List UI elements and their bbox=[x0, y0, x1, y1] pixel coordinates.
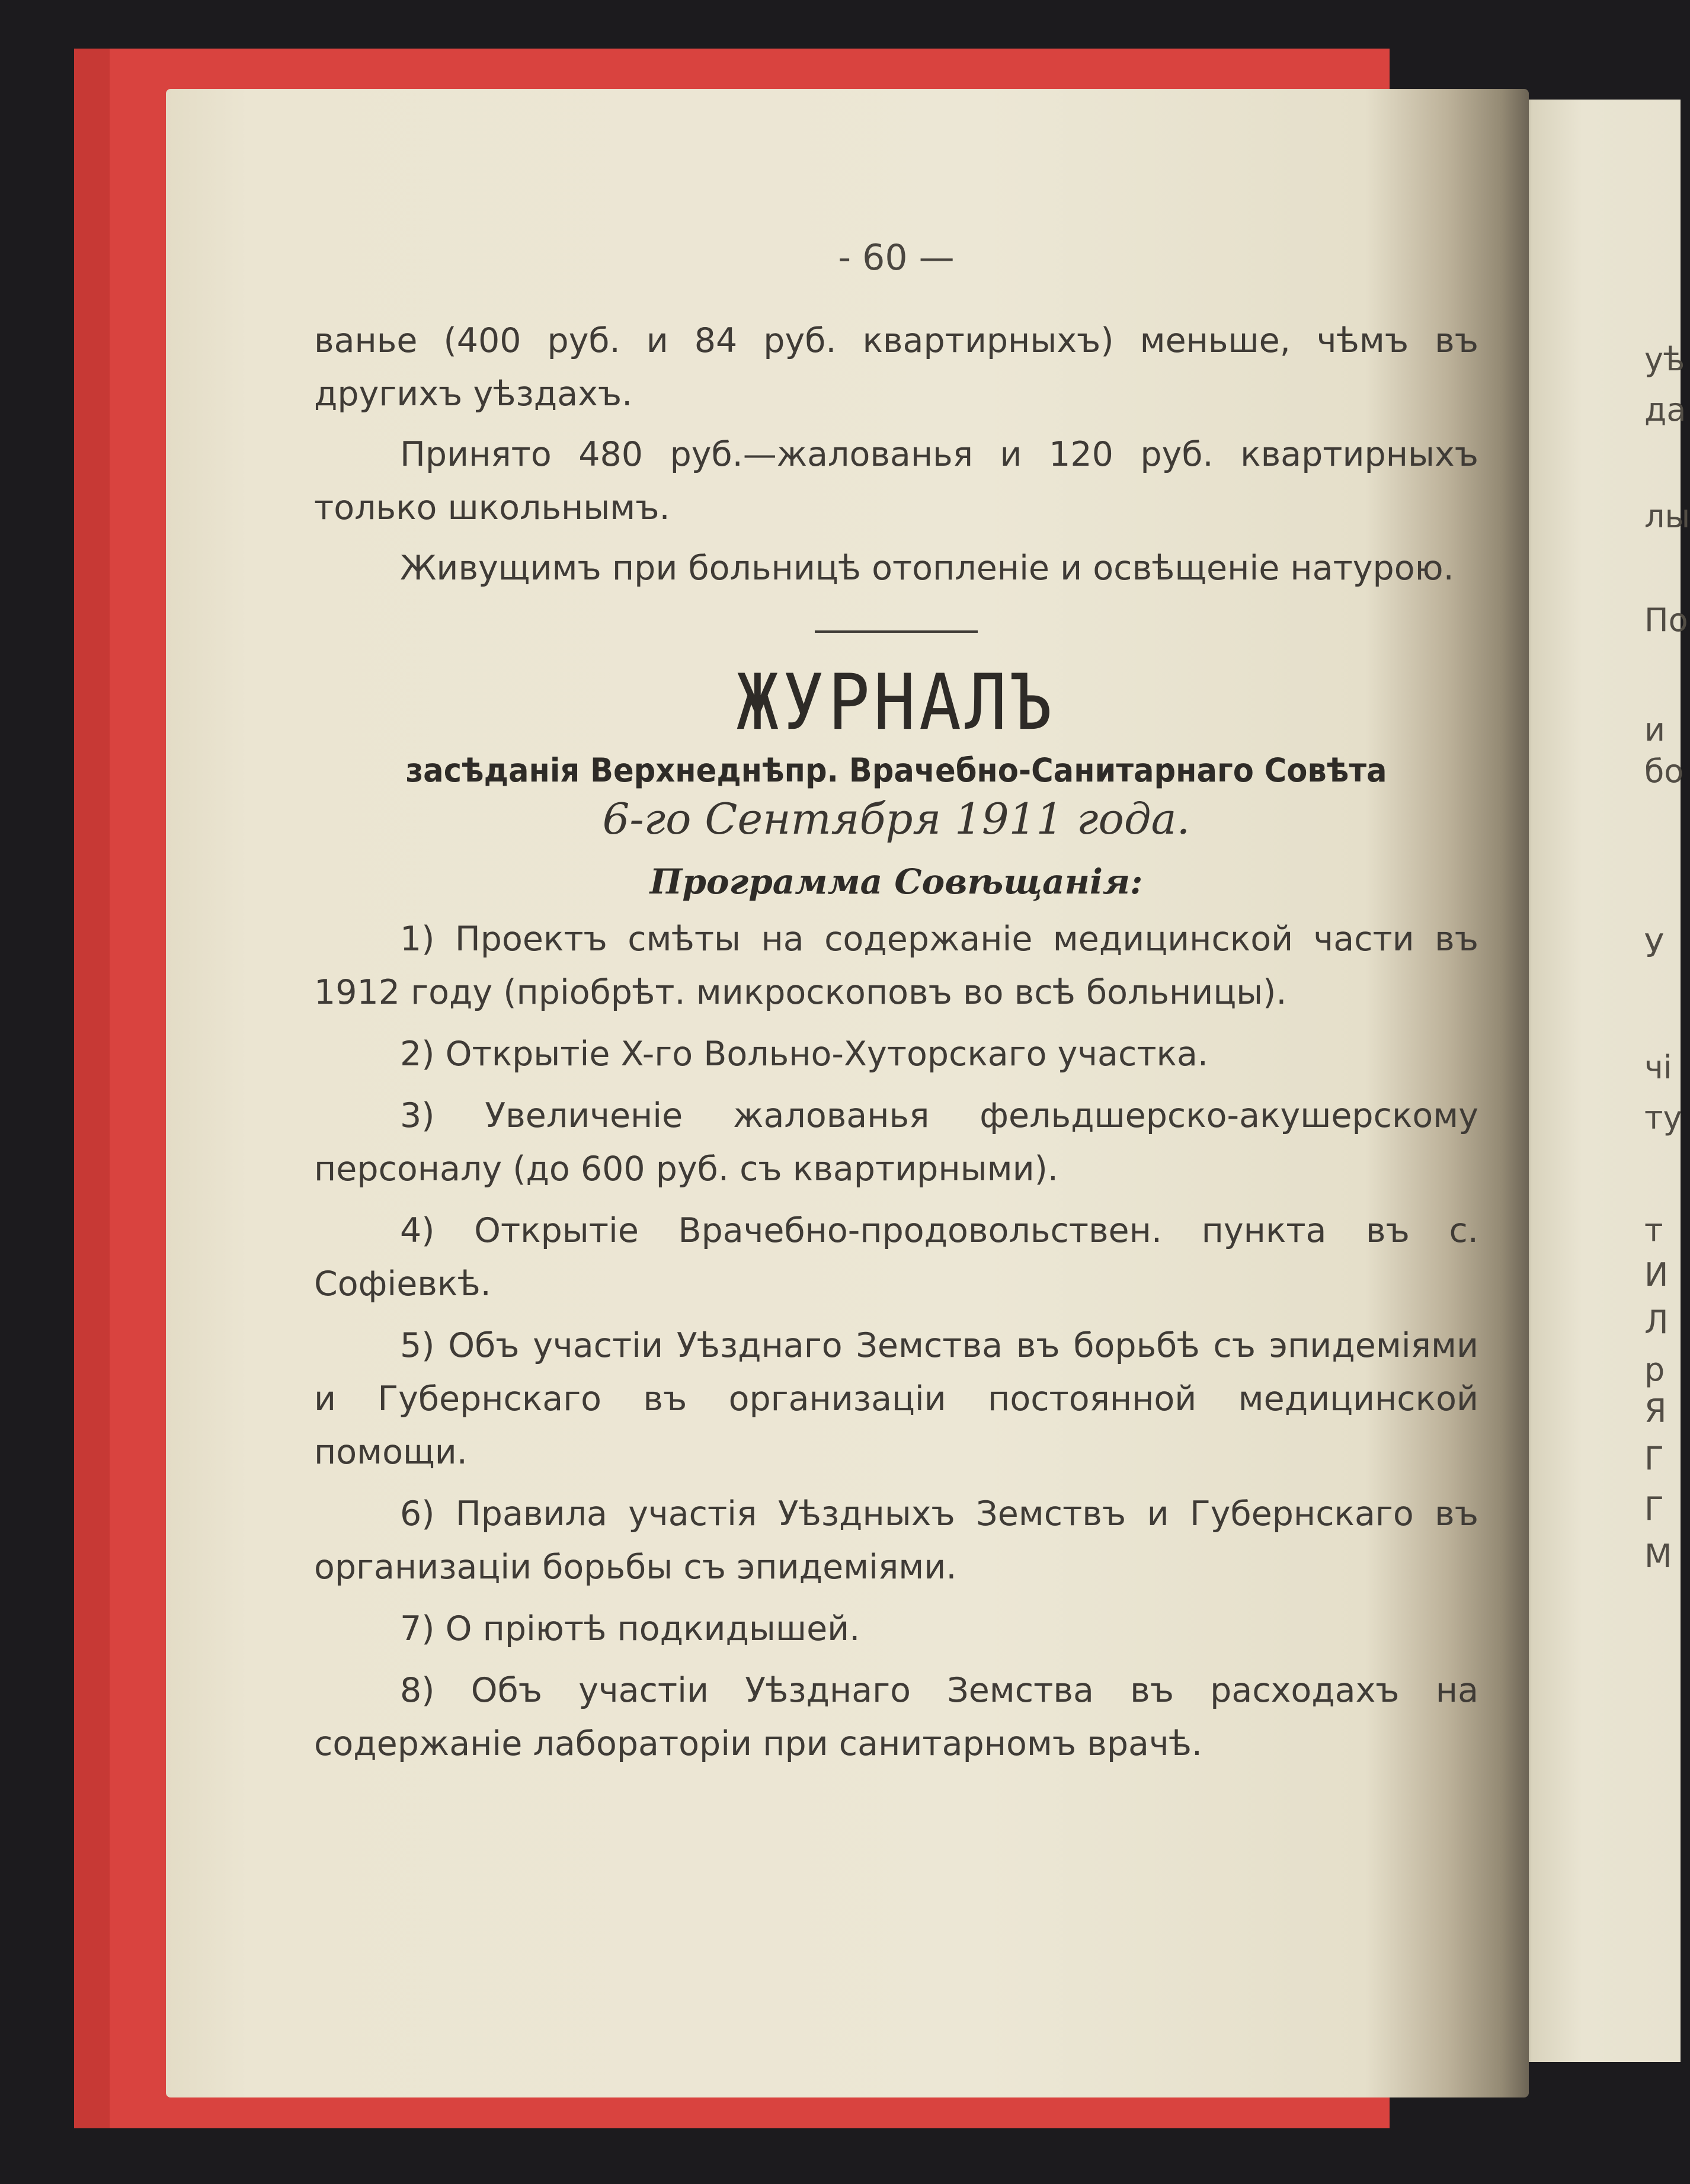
agenda-item: 6) Правила участія Уѣздныхъ Земствъ и Губернскаго въ организаціи борьбы съ эпидеміями. bbox=[314, 1494, 1478, 1587]
next-page-fragment: Я bbox=[1644, 1392, 1667, 1430]
agenda-item: 7) О пріютѣ подкидышей. bbox=[400, 1609, 860, 1648]
page-content bbox=[314, 237, 1478, 1779]
agenda-item: 4) Открытіе Врачебно-продовольствен. пункта въ с. Софіевкѣ. bbox=[314, 1211, 1478, 1304]
section-divider bbox=[815, 630, 978, 633]
meeting-date: 6-го Сентября 1911 года. bbox=[602, 794, 1190, 844]
next-page-fragment: По bbox=[1644, 601, 1688, 639]
agenda-item: 3) Увеличеніе жалованья фельдшерско-акушерскому персоналу (до 600 руб. съ квартирными). bbox=[314, 1096, 1478, 1189]
paragraph: Живущимъ при больницѣ отопленіе и освѣщеніе натурою. bbox=[400, 549, 1454, 588]
page-number: - 60 — bbox=[838, 237, 955, 278]
next-page-fragment: уѣ bbox=[1644, 341, 1685, 378]
agenda-item: 2) Открытіе X-го Вольно-Хуторскаго участка. bbox=[400, 1035, 1208, 1074]
next-page-fragment: Г bbox=[1644, 1440, 1664, 1477]
next-page-fragment: М bbox=[1644, 1538, 1672, 1575]
next-page-fragment: да bbox=[1644, 391, 1686, 428]
next-page-fragment: Л bbox=[1644, 1304, 1669, 1341]
next-page-fragment: И bbox=[1644, 1256, 1669, 1293]
next-page-fragment: р bbox=[1644, 1351, 1665, 1388]
agenda-item: 1) Проектъ смѣты на содержаніе медицинской части въ 1912 году (пріобрѣт. микроскоповъ во всѣ больницы). bbox=[314, 920, 1478, 1012]
journal-title: ЖУРНАЛЪ bbox=[736, 657, 1057, 747]
next-page-fragment: У bbox=[1644, 927, 1664, 965]
agenda-item: 8) Объ участіи Уѣзднаго Земства въ расходахъ на содержаніе лабораторіи при санитарномъ врачѣ. bbox=[314, 1671, 1478, 1763]
next-page-fragment: чі bbox=[1644, 1049, 1672, 1086]
next-page-fragment: лы bbox=[1644, 498, 1690, 535]
program-heading: Программа Совѣщанія: bbox=[649, 862, 1143, 902]
paragraph: Принято 480 руб.—жалованья и 120 руб. квартирныхъ только школьнымъ. bbox=[314, 435, 1478, 527]
next-page-fragment: бо bbox=[1644, 752, 1684, 790]
journal-subtitle: засѣданія Верхнеднѣпр. Врачебно-Санитарнаго Совѣта bbox=[405, 751, 1387, 789]
next-page-fragment: т bbox=[1644, 1212, 1663, 1249]
paragraph: ванье (400 руб. и 84 руб. квартирныхъ) меньше, чѣмъ въ другихъ уѣздахъ. bbox=[314, 321, 1478, 414]
agenda-item: 5) Объ участіи Уѣзднаго Земства въ борьбѣ съ эпидеміями и Губернскаго въ организаціи постоянной медицинской помощи. bbox=[314, 1326, 1478, 1472]
next-page-fragment: и bbox=[1644, 711, 1666, 748]
next-page-fragment: ту bbox=[1644, 1099, 1682, 1136]
cover-edge bbox=[74, 49, 110, 2128]
next-page-fragment: Г bbox=[1644, 1490, 1664, 1527]
